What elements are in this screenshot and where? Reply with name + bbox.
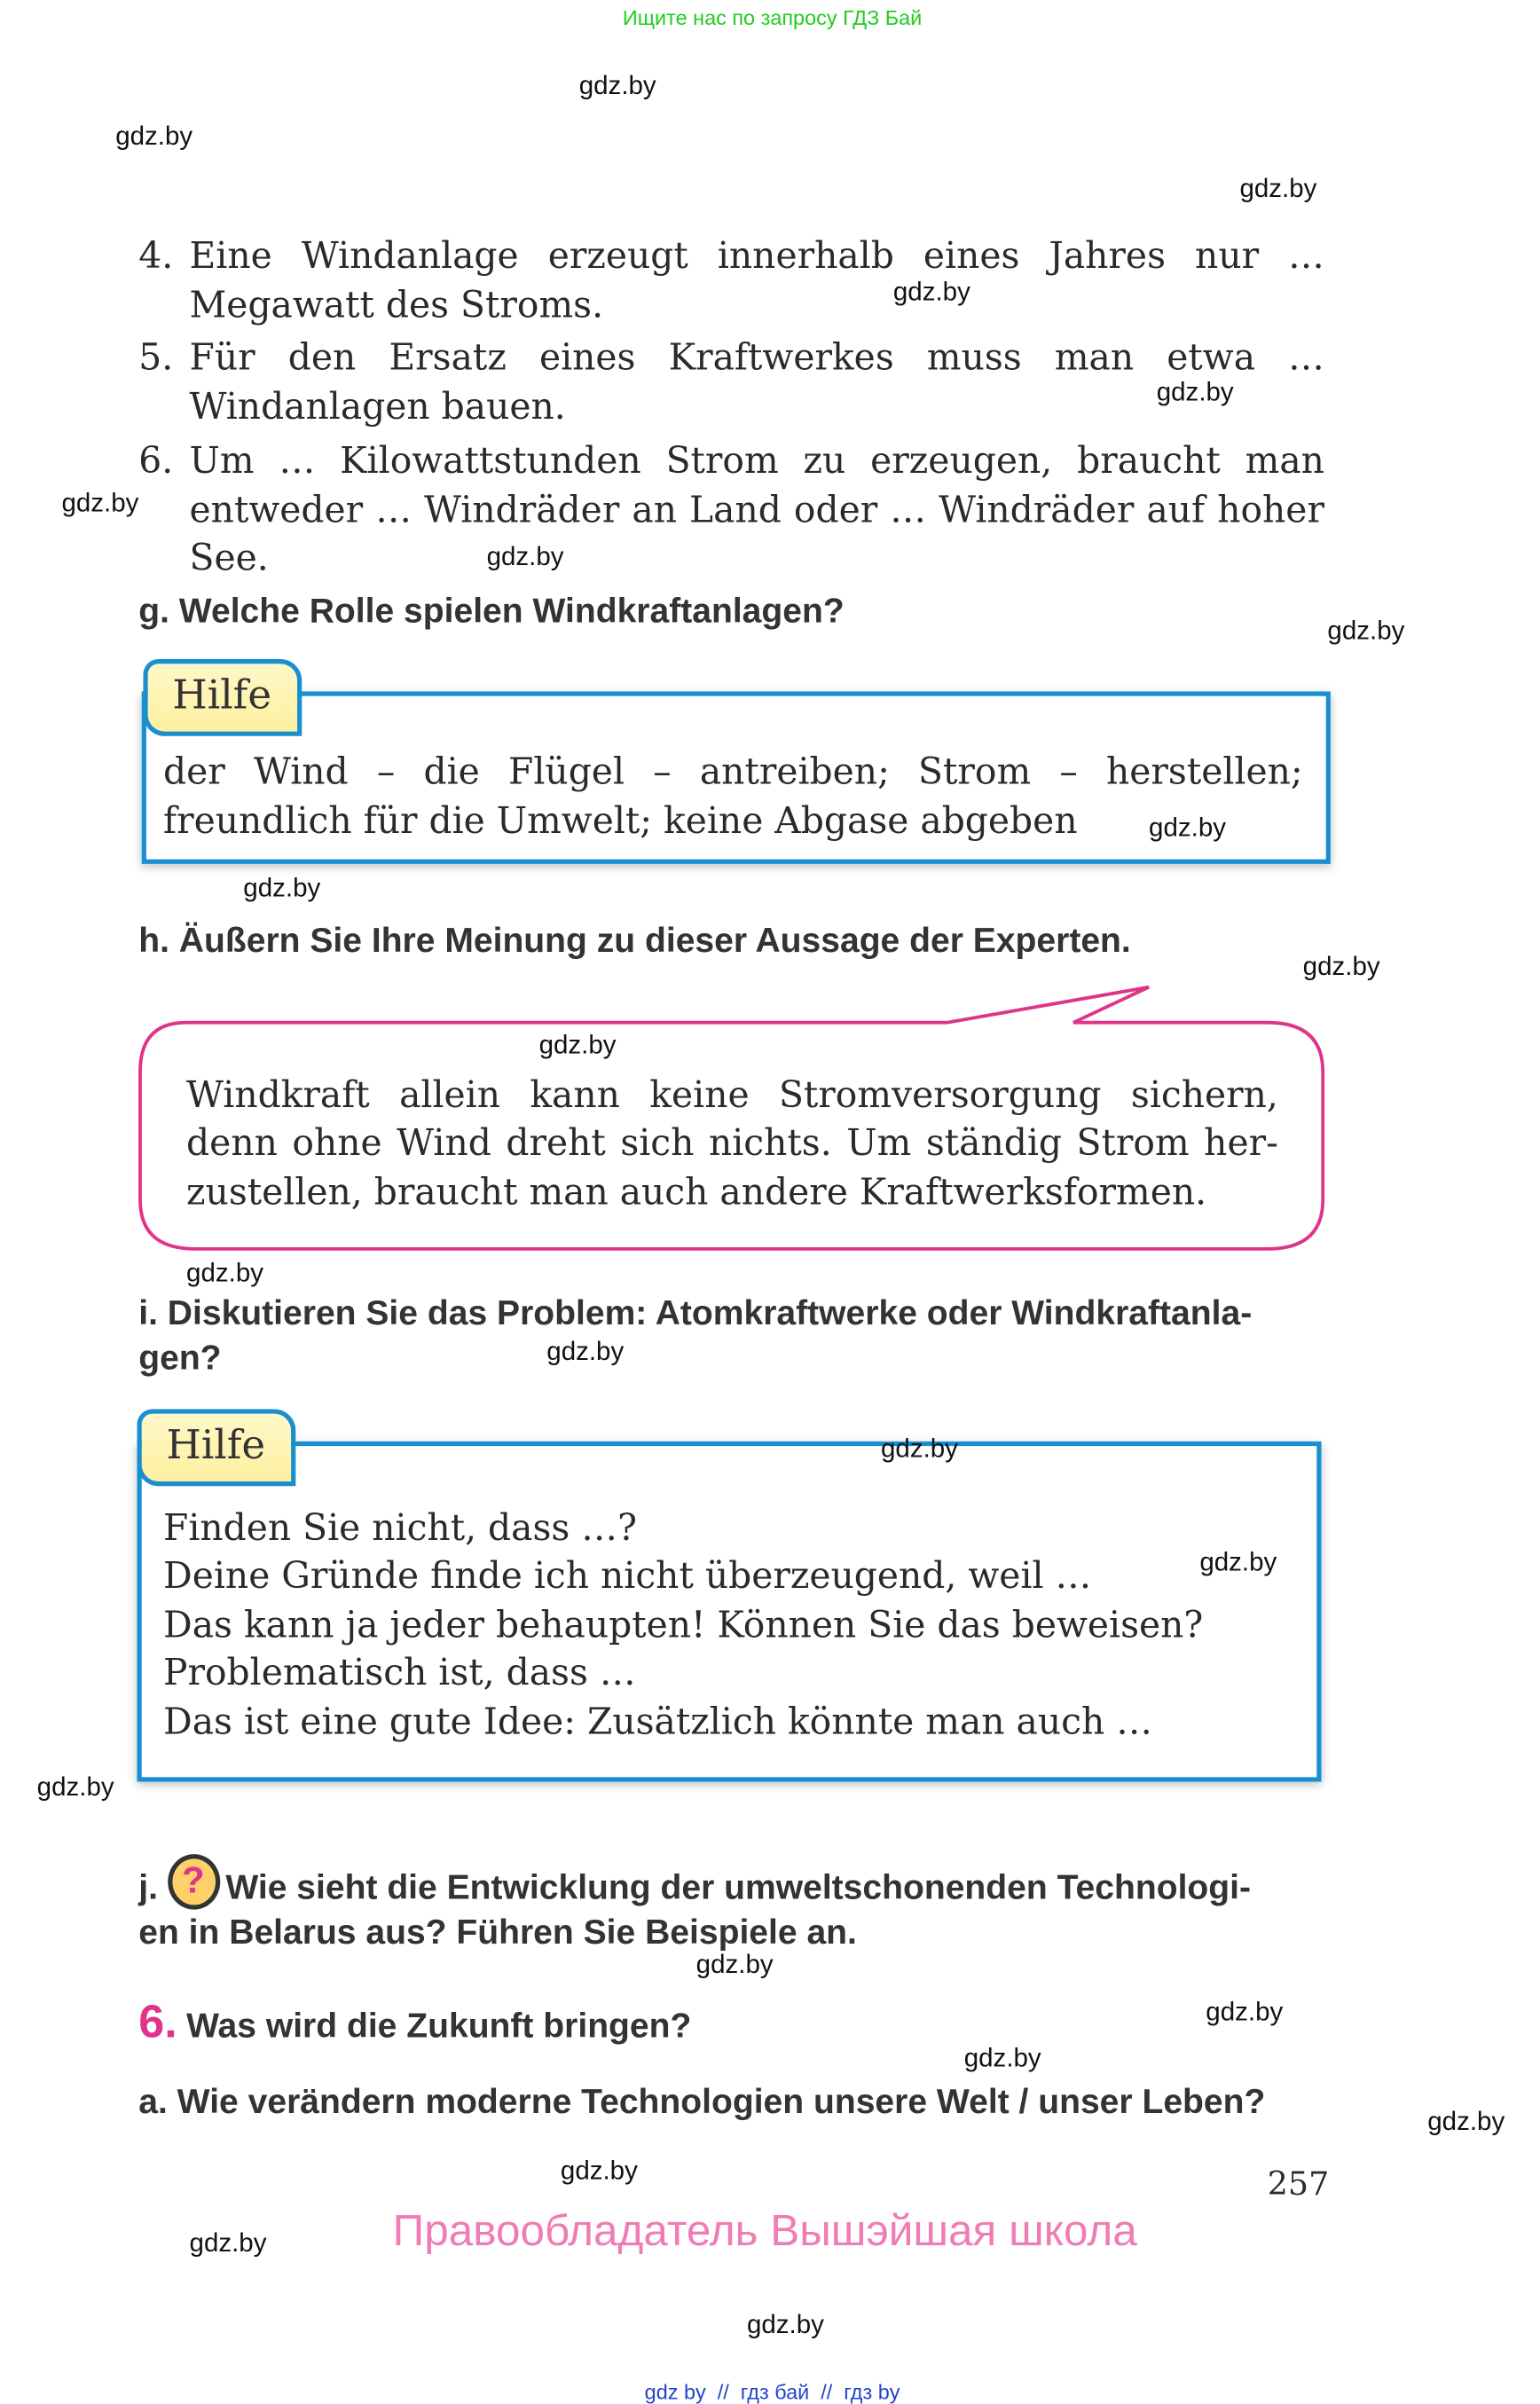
watermark: gdz.by (1149, 813, 1227, 843)
watermark: gdz.by (892, 277, 970, 307)
hilfe-label: Hilfe (138, 1409, 296, 1486)
watermark: gdz.by (963, 2043, 1041, 2073)
watermark: gdz.by (1156, 377, 1234, 407)
task-j-line: Wie sieht die Entwicklung der umweltschonenden Technologi- (225, 1867, 1252, 1907)
item-text: Für den Ersatz eines Kraftwerkes muss man etwa … Windanlagen bauen. (189, 335, 1324, 428)
watermark: gdz.by (538, 1030, 617, 1060)
watermark: gdz.by (560, 2156, 638, 2186)
watermark: gdz.by (1302, 951, 1380, 981)
task-g-heading: g. Welche Rolle spielen Windkraftanlagen? (138, 591, 845, 631)
statement-line: zustellen, braucht man auch andere Kraftwerksformen. (186, 1170, 1207, 1214)
task-j-heading (138, 1854, 1340, 1954)
task-a-heading: a. Wie verändern moderne Technologien unsere Welt / unser Leben? (138, 2082, 1266, 2121)
watermark: gdz.by (1427, 2106, 1505, 2136)
task-j-prefix: j. (138, 1867, 158, 1907)
watermark: gdz.by (746, 2310, 824, 2339)
hilfe-label: Hilfe (143, 659, 302, 736)
hilfe-line: Das kann ja jeder behaupten! Können Sie das beweisen? (163, 1603, 1204, 1646)
list-item (138, 232, 1324, 329)
top-banner: Ищите нас по запросу ГДЗ Бай (622, 5, 923, 29)
watermark: gdz.by (36, 1772, 114, 1803)
watermark: gdz.by (189, 2227, 267, 2258)
page-number: 257 (1267, 2164, 1330, 2203)
task-j-line: en in Belarus aus? Führen Sie Beispiele an. (138, 1913, 857, 1952)
section-6-heading (138, 1997, 1340, 2048)
watermark: gdz.by (546, 1336, 625, 1366)
watermark: gdz.by (243, 873, 321, 903)
watermark: gdz.by (578, 70, 656, 100)
hilfe-line: der Wind – die Flügel – antreiben; Strom – herstellen; (163, 750, 1303, 794)
question-icon: ? (167, 1854, 219, 1909)
watermark: gdz.by (486, 542, 564, 572)
hilfe-line: freundlich für die Umwelt; keine Abgase abgeben (163, 798, 1078, 843)
item-text: Eine Windanlage erzeugt innerhalb eines Jahres nur … Megawatt des Stroms. (189, 233, 1324, 326)
item-number: 6. (138, 438, 174, 483)
hilfe-line: Das ist eine gute Idee: Zusätzlich könnte man auch … (163, 1700, 1153, 1744)
section-number: 6. (138, 1997, 177, 2048)
list-item (138, 437, 1324, 583)
list-item (138, 334, 1324, 431)
hilfe-line: Finden Sie nicht, dass …? (163, 1505, 637, 1550)
task-i-line: gen? (138, 1338, 222, 1377)
watermark: gdz.by (1206, 1997, 1284, 2027)
item-number: 4. (138, 233, 174, 278)
watermark: gdz.by (880, 1434, 958, 1464)
watermark: gdz.by (186, 1258, 264, 1288)
watermark: gdz.by (1327, 616, 1405, 646)
watermark: gdz.by (1239, 174, 1317, 204)
footer-links[interactable]: gdz by // гдз бай // гдз by (644, 2380, 900, 2404)
watermark: gdz.by (1199, 1547, 1277, 1577)
copyright-notice: Правообладатель Вышэйшая школа (392, 2206, 1137, 2257)
task-i-line: i. Diskutieren Sie das Problem: Atomkraftwerke oder Windkraftanla- (138, 1293, 1253, 1332)
task-i-heading (138, 1291, 1340, 1380)
statement-line: denn ohne Wind dreht sich nichts. Um ständig Strom her- (186, 1120, 1278, 1165)
task-h-heading: h. Äußern Sie Ihre Meinung zu dieser Aussage der Experten. (138, 921, 1131, 960)
watermark: gdz.by (695, 1949, 774, 1979)
hilfe-line: Problematisch ist, dass … (163, 1650, 636, 1694)
hilfe-box (138, 1442, 1322, 1782)
section-title: Was wird die Zukunft bringen? (186, 2007, 692, 2046)
statement-line: Windkraft allein kann keine Stromversorgung sichern, (186, 1072, 1278, 1117)
watermark: gdz.by (61, 488, 139, 518)
item-number: 5. (138, 335, 174, 380)
item-text: Um … Kilowattstunden Strom zu erzeugen, braucht man entweder … Windräder an Land oder … Windräder auf hoher See. (189, 438, 1324, 579)
watermark: gdz.by (115, 122, 193, 152)
hilfe-line: Deine Gründe finde ich nicht überzeugend, weil … (163, 1553, 1092, 1598)
